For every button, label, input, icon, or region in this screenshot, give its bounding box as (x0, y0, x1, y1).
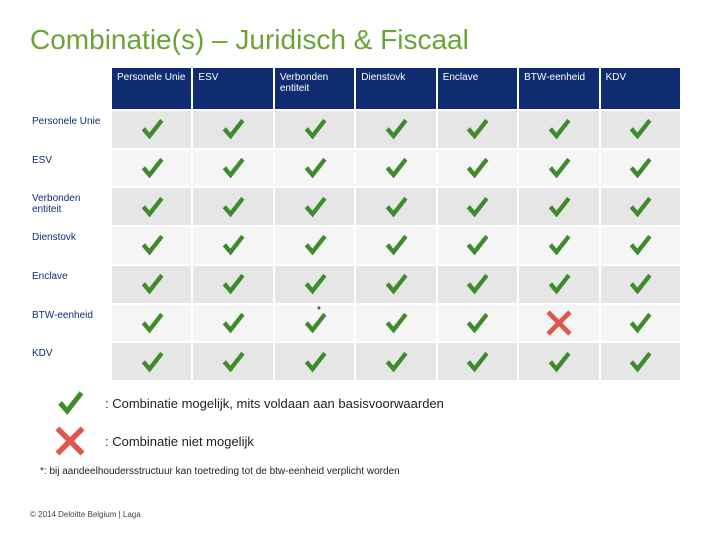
column-header: BTW-eenheid (519, 68, 598, 109)
column-header: Dienstovk (356, 68, 435, 109)
matrix-cell (193, 266, 272, 303)
matrix-cell (438, 266, 517, 303)
check-icon (220, 310, 246, 336)
matrix-cell (519, 227, 598, 264)
legend-not-possible-text: : Combinatie niet mogelijk (105, 433, 254, 449)
column-header: KDV (601, 68, 680, 109)
matrix-cell (601, 266, 680, 303)
matrix-cell (519, 111, 598, 148)
check-icon (139, 116, 165, 142)
matrix-cell (356, 266, 435, 303)
matrix-cell (356, 188, 435, 225)
check-icon (139, 155, 165, 181)
matrix-cell (438, 188, 517, 225)
matrix-corner (30, 68, 110, 109)
check-icon (464, 194, 490, 220)
check-icon (220, 155, 246, 181)
matrix-cell (438, 227, 517, 264)
copyright: © 2014 Deloitte Belgium | Laga (30, 510, 141, 519)
matrix-cell (275, 227, 354, 264)
matrix-cell (438, 111, 517, 148)
check-icon (383, 232, 409, 258)
matrix-cell (112, 227, 191, 264)
matrix-cell (275, 343, 354, 380)
matrix-cell (438, 150, 517, 187)
matrix-cell (112, 266, 191, 303)
check-icon (546, 271, 572, 297)
row-header: KDV (30, 343, 110, 380)
column-header: ESV (193, 68, 272, 109)
matrix-cell (275, 188, 354, 225)
check-icon (302, 116, 328, 142)
check-icon (302, 155, 328, 181)
check-icon (220, 116, 246, 142)
row-header: ESV (30, 150, 110, 187)
check-icon (383, 271, 409, 297)
matrix-cell (601, 227, 680, 264)
matrix-cell (519, 343, 598, 380)
check-icon (546, 116, 572, 142)
column-header: Personele Unie (112, 68, 191, 109)
matrix-cell (193, 188, 272, 225)
check-icon (302, 349, 328, 375)
cross-icon (55, 426, 85, 456)
matrix-cell (519, 305, 598, 342)
matrix-cell (112, 305, 191, 342)
matrix-cell (275, 150, 354, 187)
check-icon (546, 349, 572, 375)
combination-matrix (30, 68, 680, 380)
cross-icon (546, 310, 572, 336)
matrix-cell (519, 266, 598, 303)
matrix-cell (112, 150, 191, 187)
row-header: Enclave (30, 266, 110, 303)
matrix-cell (601, 150, 680, 187)
check-icon (302, 271, 328, 297)
matrix-cell (601, 111, 680, 148)
matrix-cell (601, 188, 680, 225)
legend-possible-text: : Combinatie mogelijk, mits voldaan aan basisvoorwaarden (105, 395, 444, 411)
matrix-cell (356, 227, 435, 264)
check-icon (464, 271, 490, 297)
slide-title: Combinatie(s) – Juridisch & Fiscaal (30, 24, 469, 55)
check-icon (302, 310, 328, 336)
check-icon (464, 310, 490, 336)
check-icon (220, 232, 246, 258)
check-icon (139, 349, 165, 375)
check-icon (383, 155, 409, 181)
check-icon (627, 155, 653, 181)
matrix-cell (438, 305, 517, 342)
matrix-cell (112, 343, 191, 380)
check-icon (139, 271, 165, 297)
row-header: Personele Unie (30, 111, 110, 148)
check-icon (627, 116, 653, 142)
check-icon (220, 271, 246, 297)
row-header: Dienstovk (30, 227, 110, 264)
matrix-cell (193, 150, 272, 187)
matrix-cell (193, 227, 272, 264)
matrix-cell (356, 343, 435, 380)
matrix-cell (193, 343, 272, 380)
check-icon (383, 349, 409, 375)
check-icon (383, 194, 409, 220)
legend-not-possible (55, 426, 254, 456)
check-icon (627, 349, 653, 375)
matrix-cell (193, 111, 272, 148)
column-header: Verbonden entiteit (275, 68, 354, 109)
matrix-cell (112, 188, 191, 225)
check-icon (220, 349, 246, 375)
matrix-cell (356, 111, 435, 148)
check-icon (464, 349, 490, 375)
matrix-cell (438, 343, 517, 380)
matrix-cell (356, 305, 435, 342)
matrix-cell (112, 111, 191, 148)
matrix-cell (519, 150, 598, 187)
check-icon (464, 232, 490, 258)
check-icon (383, 310, 409, 336)
matrix-cell (519, 188, 598, 225)
matrix-cell (601, 305, 680, 342)
matrix-cell (193, 305, 272, 342)
check-icon (139, 310, 165, 336)
matrix-cell (275, 111, 354, 148)
matrix-cell (601, 343, 680, 380)
check-icon (546, 155, 572, 181)
legend-possible (55, 388, 444, 418)
check-icon (627, 310, 653, 336)
matrix-cell (356, 150, 435, 187)
check-icon (464, 116, 490, 142)
check-icon (139, 232, 165, 258)
check-icon (627, 271, 653, 297)
check-icon (139, 194, 165, 220)
check-icon (383, 116, 409, 142)
check-icon (220, 194, 246, 220)
matrix-cell (275, 305, 354, 342)
row-header: BTW-eenheid (30, 305, 110, 342)
column-header: Enclave (438, 68, 517, 109)
row-header: Verbonden entiteit (30, 188, 110, 225)
check-icon (546, 232, 572, 258)
check-icon (302, 232, 328, 258)
matrix-cell (275, 266, 354, 303)
check-icon (55, 388, 85, 418)
check-icon (546, 194, 572, 220)
check-icon (627, 194, 653, 220)
footnote: *: bij aandeelhoudersstructuur kan toetreding tot de btw-eenheid verplicht worden (40, 466, 400, 477)
check-icon (627, 232, 653, 258)
footnote-marker: * (316, 304, 321, 316)
check-icon (464, 155, 490, 181)
check-icon (302, 194, 328, 220)
